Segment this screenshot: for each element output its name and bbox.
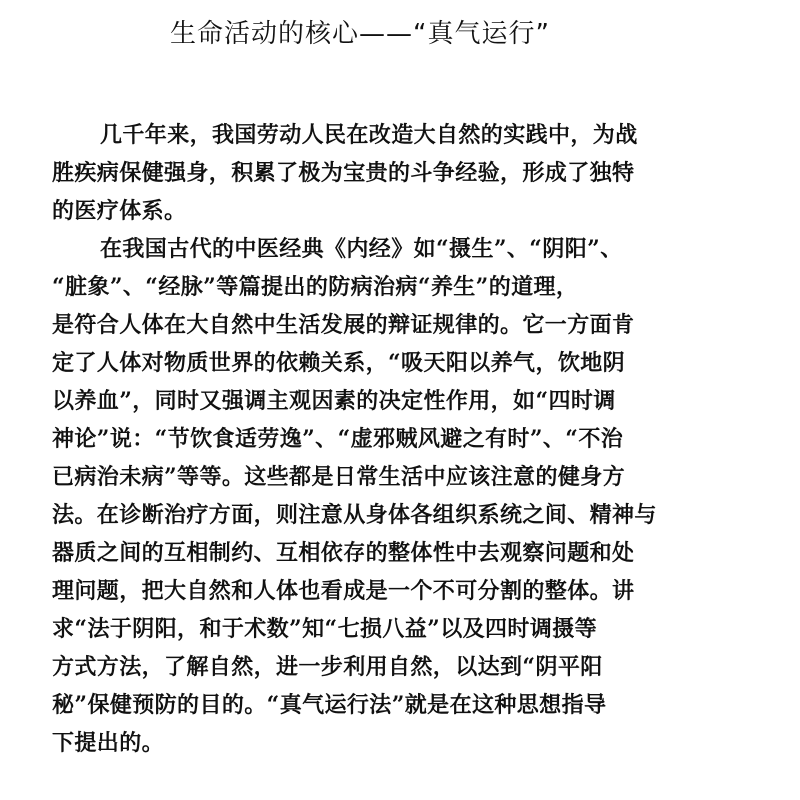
page-title: 生命活动的核心——“真气运行” [170,19,550,49]
paragraph-2-line-9: 器质之间的互相制约、互相依存的整体性中去观察问题和处 [52,540,635,566]
paragraph-2-line-6: 神论”说：“节饮食适劳逸”、“虚邪贼风避之有时”、“不治 [52,426,624,452]
paragraph-2-line-3: 是符合人体在大自然中生活发展的辩证规律的。它一方面肯 [52,312,635,338]
paragraph-2-line-12: 方式方法，了解自然，进一步利用自然，以达到“阴平阳 [52,654,603,680]
paragraph-2-line-1: 在我国古代的中医经典《内经》如“摄生”、“阴阳”、 [100,236,623,262]
paragraph-2-line-13: 秘”保健预防的目的。“真气运行法”就是在这种思想指导 [52,692,607,718]
paragraph-1-line-3: 的医疗体系。 [52,198,187,224]
paragraph-2-line-10: 理问题，把大自然和人体也看成是一个不可分割的整体。讲 [52,578,635,604]
body-text [52,116,772,762]
paragraph-2-line-2: “脏象”、“经脉”等篇提出的防病治病“养生”的道理， [52,274,579,300]
paragraph-2-line-11: 求“法于阴阳，和于术数”知“七损八益”以及四时调摄等 [52,616,598,642]
paragraph-2-line-5: 以养血”，同时又强调主观因素的决定性作用，如“四时调 [52,388,616,414]
paragraph-2-line-14: 下提出的。 [52,730,165,756]
paragraph-1-line-1: 几千年来，我国劳动人民在改造大自然的实践中，为战 [100,122,638,148]
paragraph-2-line-4: 定了人体对物质世界的依赖关系，“吸天阳以养气，饮地阴 [52,350,626,376]
paragraph-1-line-2: 胜疾病保健强身，积累了极为宝贵的斗争经验，形成了独特 [52,160,635,186]
paragraph-2-line-8: 法。在诊断治疗方面，则注意从身体各组织系统之间、精神与 [52,502,657,528]
paragraph-2-line-7: 已病治未病”等等。这些都是日常生活中应该注意的健身方 [52,464,626,490]
